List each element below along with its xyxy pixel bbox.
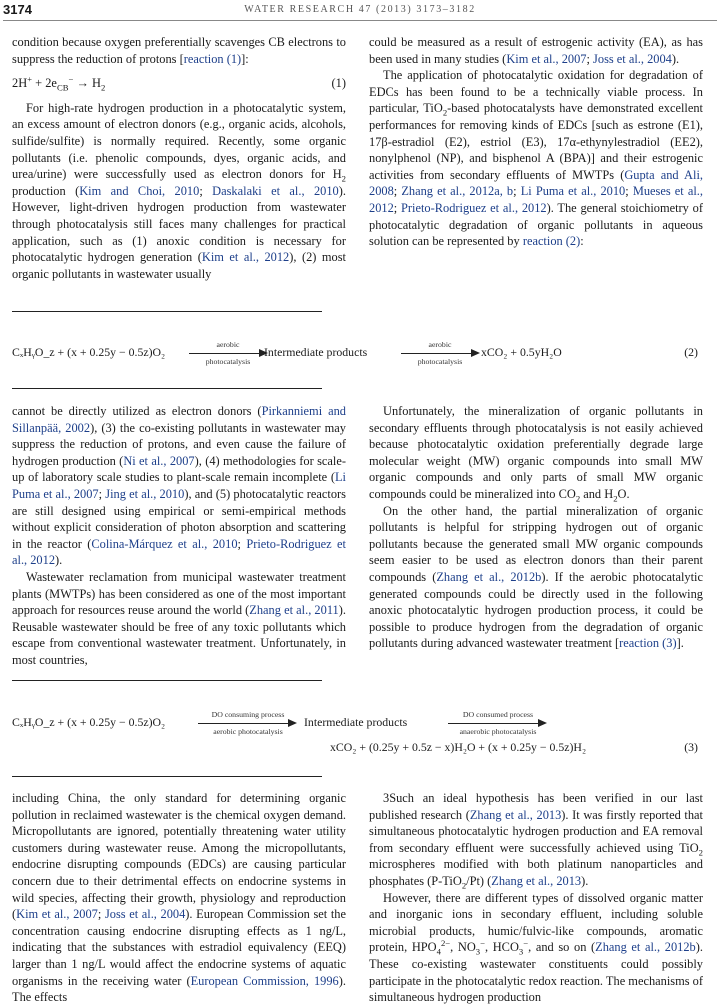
equation-3-lhs: CₓHᵧO_z + (x + 0.25y − 0.5z)O₂ (12, 715, 166, 729)
equation-divider (12, 776, 322, 777)
section2-right-column (369, 403, 703, 652)
equation-2-lhs: CₓHᵧO_z + (x + 0.25y − 0.5z)O₂ (12, 345, 166, 359)
arrow-label-bottom: aerobic photocatalysis (213, 727, 283, 736)
citation-link[interactable]: Joss et al., 2004 (593, 51, 672, 66)
equation-3-products: xCO₂ + (0.25y + 0.5z − x)H₂O + (x + 0.25y − 0.5z)H₂ (330, 740, 587, 754)
paragraph: cannot be directly utilized as electron donors (Pirkanniemi and Sillanpää, 2002), (3) the co-existing pollutants in wastewater may suppress the reduction of protons, and even cause the failure of hydrogen production (Ni et al., 2007), (4) methodologies for scale-up of laboratory scale studies to plant-scale remain incomplete (Li Puma et al., 2007; Jing et al., 2010), and (5) photocatalytic reactors are still designed using empirical or semi-empirical methods without explicit consideration of photon absorption and scattering in the reactor (Colina-Márquez et al., 2010; Prieto-Rodriguez et al., 2012). (12, 404, 346, 568)
arrow-label-top: DO consumed process (462, 710, 534, 719)
equation-3-mid: Intermediate products (304, 715, 408, 729)
paragraph: On the other hand, the partial mineralization of organic pollutants is helpful for stripping hydrogen out of organic pollutants because the generated small MW organic compounds seem easier to be used as electron donors than their parent compounds (Zhang et al., 2012b). If the aerobic photocatalytic generated compounds could be directly used in the following anoxic photocatalytic hydrogen production process, it could be possible to produce hydrogen from the degradation of organic pollutants during advanced wastewater treatment [reaction (3)]. (369, 503, 703, 651)
citation-link[interactable]: Kim et al., 2007 (506, 51, 587, 66)
header-rule (3, 20, 717, 21)
citation-link[interactable]: Kim et al., 2012 (201, 250, 290, 265)
paragraph: However, there are different types of dissolved organic matter and inorganic ions in secondary effluent, including soluble microbial products, humic/fulvic-like compounds, aromatic protein, $HPO_4^{2-}$, $NO_3^-$, $HCO_3^-$, and so on (Zhang et al., 2012b). These co-existing wastewater constituents could possibly participate in the photocatalytic redox reaction. The mechanisms of simultaneous hydrogen production (369, 890, 703, 1005)
section2-left-column (12, 403, 346, 669)
citation-link[interactable]: Zhang et al., 2013 (491, 873, 582, 888)
citation-link[interactable]: Zhang et al., 2012a, b (401, 184, 514, 199)
citation-link[interactable]: Gupta and Ali, 2008 (369, 167, 703, 199)
equation-1 (12, 75, 346, 92)
paragraph: For high-rate hydrogen production in a photocatalytic system, an excess amount of electron donors (e.g., organic acids, alcohols, sulfide/sulfite) is normally required. Recently, some organic pollutants (i.e. phenolic compounds, dyes, organic acids, and urea/urine) were successfully used as electron donors for $H_2$ production (Kim and Choi, 2010; Daskalaki et al., 2010). However, light-driven hydrogen production from wastewater through photocatalysis still faces many challenges for practical application, such as (1) anoxic condition is necessary for photocatalytic hydrogen generation (Kim et al., 2012), (2) most organic pollutants in wastewater usually (12, 100, 346, 281)
paragraph: including China, the only standard for determining organic pollution in reclaimed wastewater is the chemical oxygen demand. Micropollutants are ignored, potentially threatening water utility customers during wastewater reuse. Among the micropollutants, endocrine disrupting compounds (EDCs) are causing particular concern due to their detrimental effects on endocrine systems in wild species, affecting their growth, physiology and reproduction (Kim et al., 2007; Joss et al., 2004). European Commission set the concentration causing endocrine disrupting effects as 1 ng/L, indicating that the substances with estradiol equivalency (EEQ) larger than 1 ng/L would affect the endocrine systems of aquatic organisms in the receiving water (European Commission, 1996). The effects (12, 791, 346, 1005)
citation-link[interactable]: Zhang et al., 2012b (595, 940, 696, 955)
reaction-2-link[interactable]: reaction (2) (522, 234, 581, 249)
citation-link[interactable]: Joss et al., 2004 (104, 907, 186, 922)
citation-link[interactable]: Kim et al., 2007 (16, 907, 98, 922)
section1-left-column (12, 34, 346, 282)
citation-link[interactable]: Zhang et al., 2012b (436, 569, 542, 584)
citation-link[interactable]: Kim and Choi, 2010 (79, 183, 200, 198)
citation-link[interactable]: European Commission, 1996 (190, 973, 339, 988)
equation-2-rhs: xCO₂ + 0.5yH₂O (481, 345, 562, 359)
citation-link[interactable]: Pirkanniemi and Sillanpää, 2002 (12, 404, 346, 435)
citation-link[interactable]: Li Puma et al., 2010 (520, 184, 626, 199)
section1-right-column (369, 34, 703, 250)
reaction-1-link[interactable]: reaction (1) (183, 51, 242, 66)
equation-1-number: (1) (331, 76, 346, 91)
paragraph: Wastewater reclamation from municipal wastewater treatment plants (MWTPs) has been considered as one of the most important approach for resources reuse around the world (Zhang et al., 2011). Reusable wastewater should be free of any toxic pollutants which escape from conventional wastewater treatment. Unfortunately, in most countries, (12, 569, 346, 667)
citation-link[interactable]: Prieto-Rodriguez et al., 2012 (12, 536, 346, 568)
arrow-label-bottom: photocatalysis (417, 357, 463, 366)
arrow-label-top: aerobic (216, 340, 240, 349)
citation-link[interactable]: Ni et al., 2007 (123, 453, 195, 468)
citation-link[interactable]: Jing et al., 2010 (105, 486, 185, 501)
equation-3 (12, 708, 698, 758)
section3-right-column (369, 790, 703, 1006)
journal-title: WATER RESEARCH 47 (2013) 3173–3182 (244, 4, 476, 15)
equation-2 (12, 340, 698, 370)
equation-2-number: (2) (684, 345, 698, 359)
citation-link[interactable]: Zhang et al., 2011 (249, 603, 339, 618)
section3-left-column (12, 790, 346, 1006)
equation-2-mid: Intermediate products (264, 345, 368, 359)
page-number: 3174 (3, 2, 32, 17)
citation-link[interactable]: Colina-Márquez et al., 2010 (91, 536, 238, 551)
arrow-label-top: aerobic (428, 340, 452, 349)
equation-divider (12, 311, 322, 312)
equation-divider (12, 680, 322, 681)
page-header (0, 0, 720, 20)
paragraph: condition because oxygen preferentially scavenges CB electrons to suppress the reduction of protons [reaction (1)]: (12, 35, 346, 66)
equation-divider (12, 388, 322, 389)
citation-link[interactable]: Prieto-Rodriguez et al., 2012 (401, 200, 547, 215)
arrow-label-bottom: anaerobic photocatalysis (459, 727, 537, 736)
reaction-3-link[interactable]: reaction (3) (619, 636, 677, 651)
paragraph: The application of photocatalytic oxidation for degradation of EDCs has been found to be a technically viable process. In particular, TiO$_2$-based photocatalysts have demonstrated excellent performances for removing kinds of EDCs [such as estrone (E1), 17β-estradiol (E2), estriol (E3), 17α-ethynylestradiol (EE2), nonylphenol (NP), and bisphenol A (BPA)] and their estrogenic activities from secondary effluents of MWTPs (Gupta and Ali, 2008; Zhang et al., 2012a, b; Li Puma et al., 2010; Mueses et al., 2012; Prieto-Rodriguez et al., 2012). The general stoichiometry of photocatalytic degradation of organic pollutants in aqueous solution can be represented by reaction (2): (369, 68, 703, 249)
equation-1-body: $2H^+ + 2e_{CB}^- \to H_2$ (12, 74, 106, 93)
equation-3-number: (3) (684, 740, 698, 754)
citation-link[interactable]: Li Puma et al., 2007 (12, 470, 346, 501)
citation-link[interactable]: Daskalaki et al., 2010 (212, 183, 339, 198)
paragraph: 3Such an ideal hypothesis has been verified in our last published research (Zhang et al., 2013). It was firstly reported that simultaneous photocatalytic hydrogen production and EA removal from secondary effluent were successfully achieved using TiO$_2$ microspheres modified with both platinum nanoparticles and phosphates (P-TiO$_2$/Pt) (Zhang et al., 2013). (369, 791, 703, 891)
paragraph: Unfortunately, the mineralization of organic pollutants in secondary effluents through photocatalysis is not easily achieved because photocatalytic oxidation preferentially degrade large molecular weight (MW) organic compounds into small MW organic compounds and only parts of small MW organic compounds could be mineralized into $CO_2$ and $H_2O$. (369, 404, 703, 504)
arrow-label-top: DO consuming process (211, 710, 285, 719)
citation-link[interactable]: Zhang et al., 2013 (469, 807, 562, 822)
arrow-label-bottom: photocatalysis (205, 357, 251, 366)
paragraph: could be measured as a result of estrogenic activity (EA), as has been used in many studies (Kim et al., 2007; Joss et al., 2004). (369, 35, 703, 66)
citation-link[interactable]: Mueses et al., 2012 (369, 184, 703, 215)
